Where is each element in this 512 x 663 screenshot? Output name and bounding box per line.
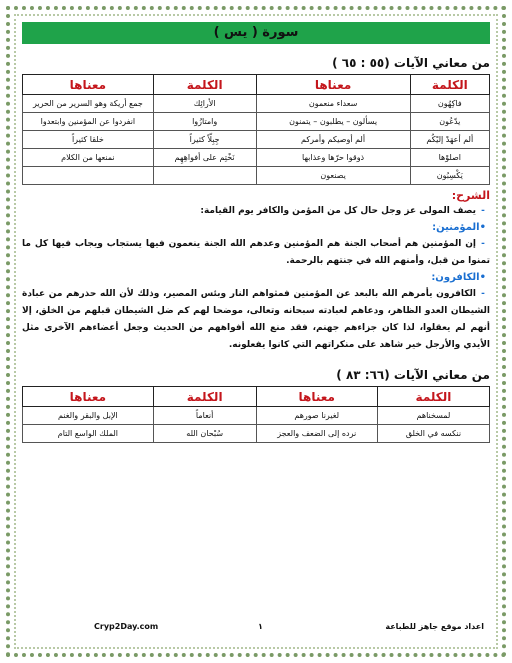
header-word: الكلمة (153, 387, 256, 407)
footer-credit: اعداد موقع جاهز للطباعة (385, 622, 484, 631)
word-cell: ننكسه في الخلق (377, 425, 489, 443)
surah-title: سورة ( يس ) (22, 22, 490, 44)
bullet-dot: • (479, 222, 486, 233)
vocabulary-table-1 (22, 74, 490, 185)
page-footer (22, 622, 490, 638)
disbelievers-label (22, 270, 490, 286)
explanation-intro (22, 203, 490, 220)
meaning-cell (23, 167, 154, 185)
word-cell: اصلوْها (410, 149, 489, 167)
meaning-cell: الملك الواسع التام (23, 425, 154, 443)
bullet-dot: • (479, 272, 486, 283)
meaning-cell: سعداء منعمون (256, 95, 410, 113)
word-cell: جِبِلّاً كثيراً (153, 131, 256, 149)
header-meaning: معناها (256, 75, 410, 95)
meaning-cell: يصنعون (256, 167, 410, 185)
meaning-cell: انفردوا عن المؤمنين وابتعدوا (23, 113, 154, 131)
word-cell: ألم أعهَدْ إليْكُم (410, 131, 489, 149)
section1-heading: من معاني الآيات (٥٥ : ٦٥ ) (332, 56, 490, 70)
disbelievers-paragraph (22, 286, 490, 354)
word-cell: نَخْتِم على أفواهِهِم (153, 149, 256, 167)
table-header-row (23, 75, 490, 95)
believers-label-text: المؤمنين: (432, 222, 480, 233)
meaning-cell: نرده إلى الضعف والعجز (256, 425, 377, 443)
word-cell: وامتازُوا (153, 113, 256, 131)
meaning-cell: جمع أريكة وهو السرير من الحرير (23, 95, 154, 113)
meaning-cell: لغيرنا صورهم (256, 407, 377, 425)
table-row (23, 113, 490, 131)
believers-text: إن المؤمنين هم أصحاب الجنة هم المؤمنين وعدهم الله الجنة ينعمون فيها يستجاب ويجاب فيها كل ما تمنوا من قبل، وأمنهم الله في جنتهم بالرحمة. (22, 239, 490, 266)
believers-paragraph (22, 236, 490, 270)
disbelievers-label-text: الكافرون: (431, 272, 480, 283)
vocabulary-table-2 (22, 386, 490, 443)
header-meaning: معناها (23, 387, 154, 407)
meaning-cell: يسألون – يطلبون – يتمنون (256, 113, 410, 131)
header-word: الكلمة (377, 387, 489, 407)
word-cell: لمسخناهم (377, 407, 489, 425)
header-meaning: معناها (256, 387, 377, 407)
meaning-cell: ذوقوا حرّها وعذابها (256, 149, 410, 167)
meaning-cell: الإبل والبقر والغنم (23, 407, 154, 425)
header-word: الكلمة (153, 75, 256, 95)
word-cell: الأرائِك (153, 95, 256, 113)
header-word: الكلمة (410, 75, 489, 95)
word-cell (153, 167, 256, 185)
word-cell: أنعاماً (153, 407, 256, 425)
word-cell: فاكِهُون (410, 95, 489, 113)
section2-heading: من معاني الآيات (٦٦: ٨٣ ) (336, 368, 490, 382)
meaning-cell: خلقا كثيراً (23, 131, 154, 149)
explanation-label: الشرح: (451, 189, 490, 202)
bullet-dash: - (481, 206, 485, 216)
table-row (23, 95, 490, 113)
document-content (22, 22, 490, 642)
bullet-dash: - (481, 239, 485, 249)
bullet-dash: - (481, 289, 485, 299)
believers-label (22, 220, 490, 236)
word-cell: سُبْحان الله (153, 425, 256, 443)
disbelievers-text: الكافرون يأمرهم الله بالبعد عن المؤمنين فمثواهم النار وبئس المصير، وذلك لأن الله حذرهم من عبادة الشيطان العدو الظاهر، ودعاهم لعبادته سبحانه وتعالى، موضحا لهم كم ضل الشيطان قبلهم من الخلق، إلا أنهم لم يعقلوا، لذا كان جزاءهم جهنم، فقد منع الله أفواههم من الحديث وجعل أعضاءهم الآخرى مثل الأيدي والأرجل خير شاهد على منكراتهم التي كانوا يفعلونه. (22, 289, 490, 350)
table-header-row (23, 387, 490, 407)
word-cell: يدّعُون (410, 113, 489, 131)
table-row (23, 425, 490, 443)
table-row (23, 407, 490, 425)
meaning-cell: نمنعها من الكلام (23, 149, 154, 167)
meaning-cell: ألم أوصيكم وأمركم (256, 131, 410, 149)
table-row (23, 149, 490, 167)
site-link[interactable]: Cryp2Day.com (94, 622, 159, 631)
table-row (23, 167, 490, 185)
page-number: ١ (258, 622, 263, 631)
header-meaning: معناها (23, 75, 154, 95)
intro-text: يصف المولى عز وجل حال كل من المؤمن والكافر يوم القيامة: (200, 206, 476, 216)
table-row (23, 131, 490, 149)
word-cell: يَكْسِبُون (410, 167, 489, 185)
